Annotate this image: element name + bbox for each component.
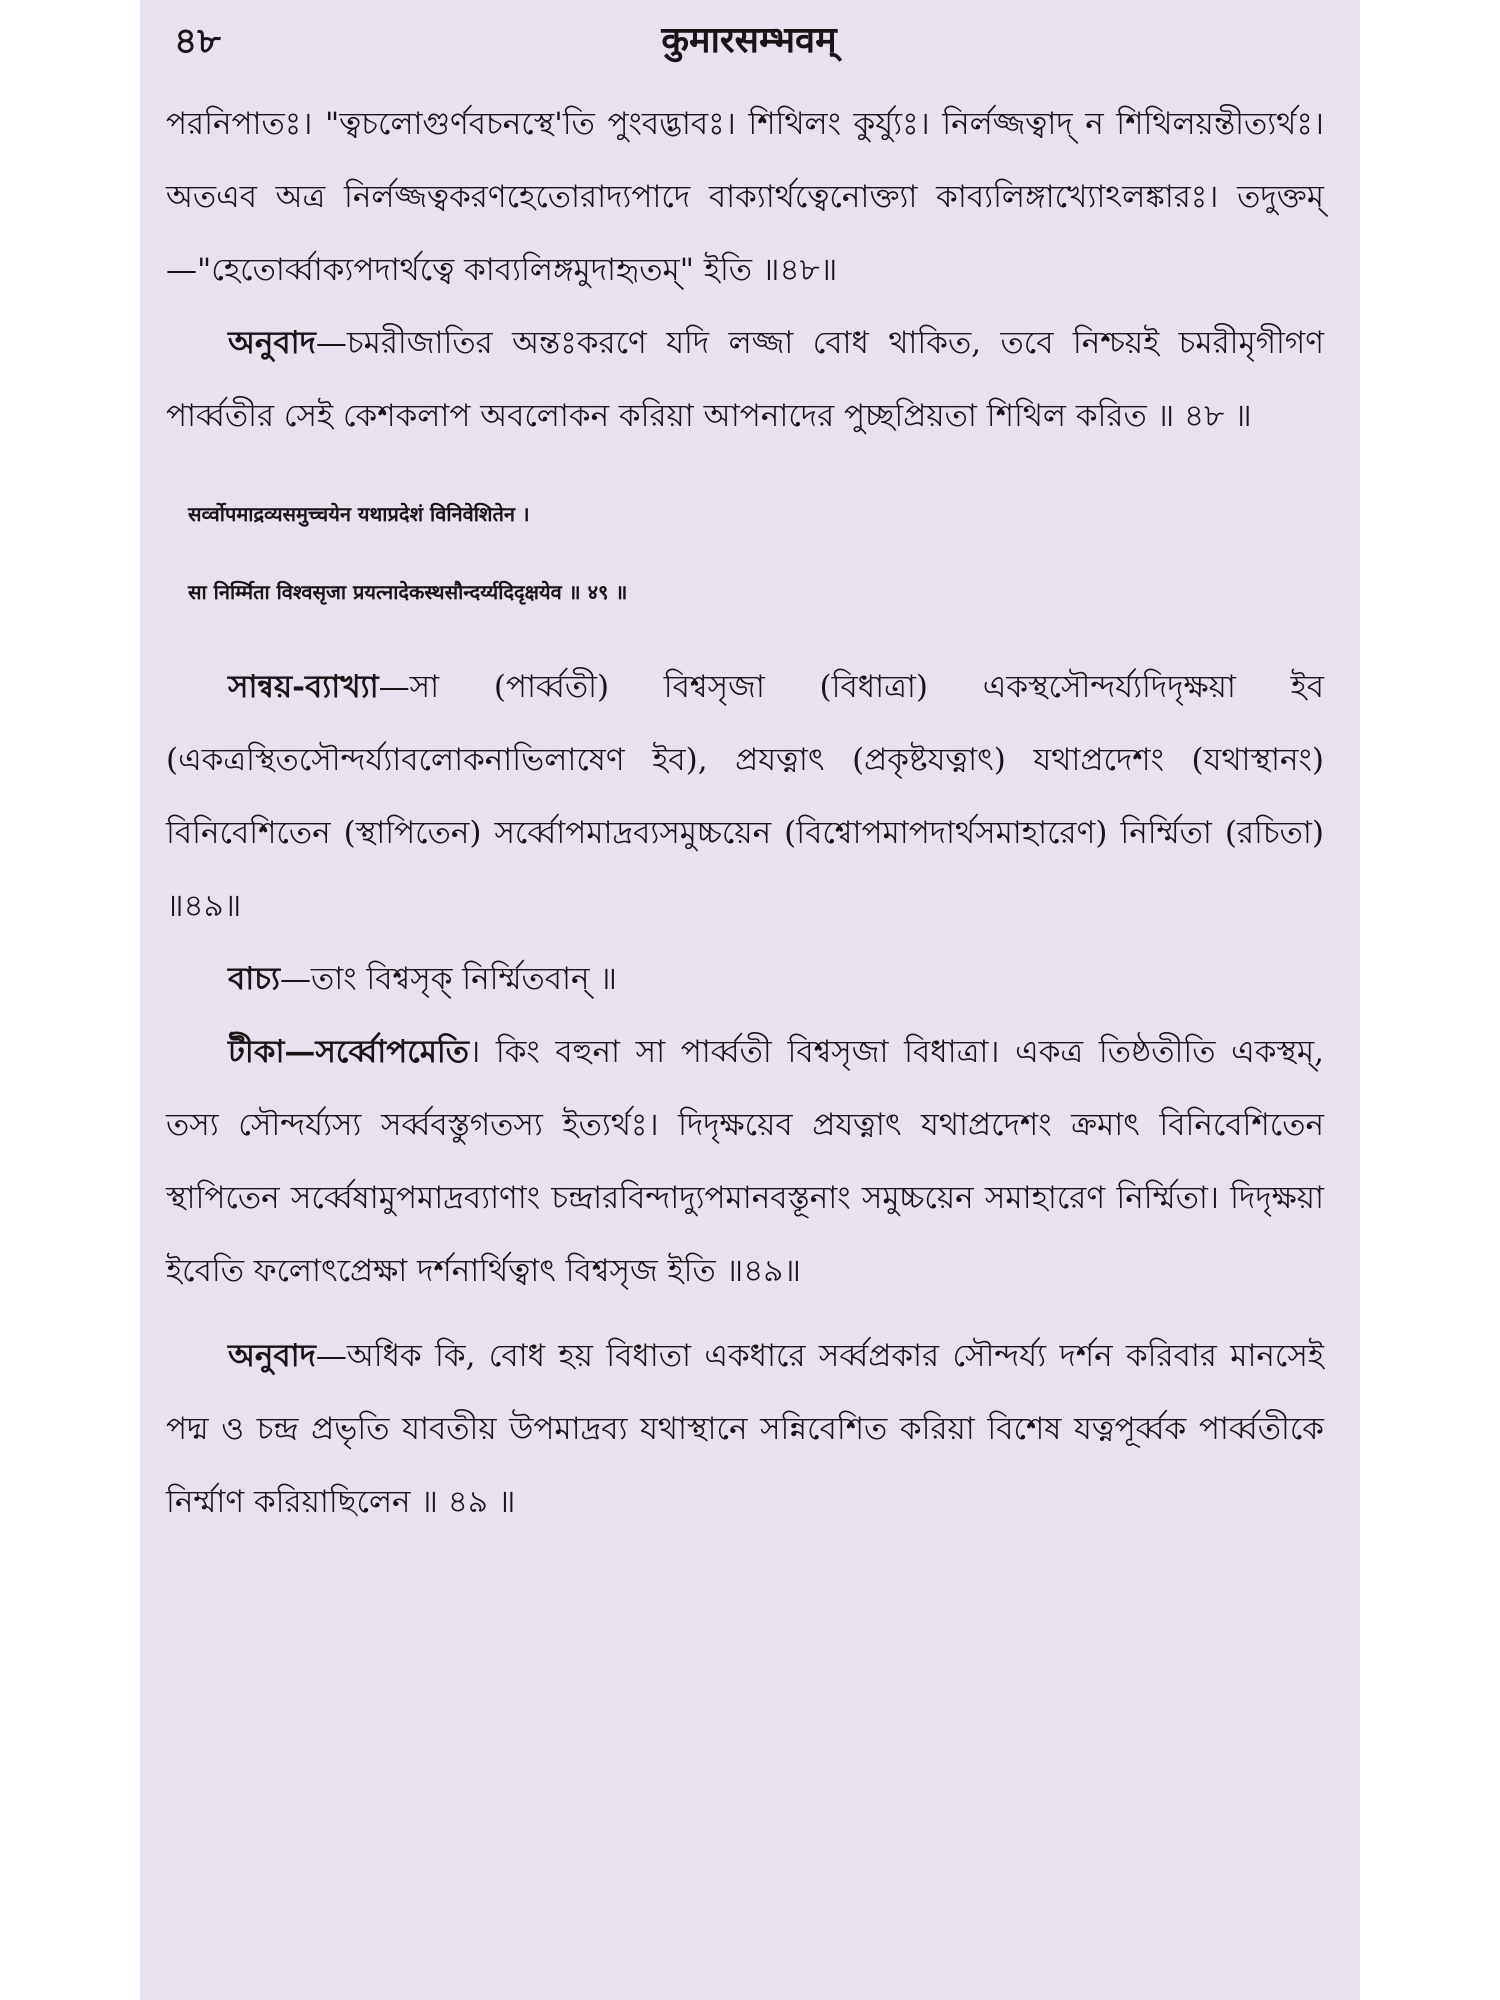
running-title: कुमारसम्भवम् xyxy=(661,19,837,61)
verse-line-1: सर्व्वोपमाद्रव्यसमुच्चयेन यथाप्रदेशं विनिवेशितेन । xyxy=(188,502,530,526)
book-page xyxy=(140,0,1360,2000)
vacya-label: বাচ্য xyxy=(228,961,280,997)
tika-label: টীকা—সর্ব্বোপমেতি xyxy=(228,1034,470,1070)
verse-line-2: सा निर्म्मिता विश्वसृजा प्रयत्नादेकस्थसौन्दर्य्यदिदृक्षयेव ॥ ४९ ॥ xyxy=(188,580,628,604)
vacya-text: —তাং বিশ্বসৃক্ নির্ম্মিতবান্ ॥ xyxy=(279,961,617,997)
anvaya-text: —সা (পার্ব্বতী) বিশ্বসৃজা (বিধাত্রা) একস্থসৌন্দর্য্যদিদৃক্ষয়া ইব (একত্রস্থিতসৌন্দর্য্যাবলোকনাভিলাষেণ ইব), প্রযত্নাৎ (প্রকৃষ্টযত্নাৎ) যথাপ্রদেশং (যথাস্থানং) বিনিবেশিতেন (স্থাপিতেন) সর্ব্বোপমাদ্রব্যসমুচ্চয়েন (বিশ্বোপমাপদার্থসমাহারেণ) নির্ম্মিতা (রচিতা) ॥৪৯॥ xyxy=(166,669,1324,924)
translation-paragraph-48 xyxy=(166,307,1324,453)
page-header xyxy=(174,0,1324,66)
page-number: ৪৮ xyxy=(174,20,221,62)
translation-label: অনুবাদ xyxy=(228,325,316,361)
translation-text: —অধিক কি, বোধ হয় বিধাতা একধারে সর্ব্বপ্রকার সৌন্দর্য্য দর্শন করিবার মানসেই পদ্ম ও চন্দ্র প্রভৃতি যাবতীয় উপমাদ্রব্য যথাস্থানে সন্নিবেশিত করিয়া বিশেষ যত্নপূর্ব্বক পার্ব্বতীকে নির্ম্মাণ করিয়াছিলেন ॥ ৪৯ ॥ xyxy=(166,1338,1324,1520)
commentary-paragraph-48: পরনিপাতঃ। "ত্বচলোগুর্ণবচনস্থে'তি পুংবদ্ভাবঃ। শিথিলং কুর্য্যুঃ। নির্লজ্জত্বাদ্ ন শিথিলয়ন্তীত্যর্থঃ। অতএব অত্র নির্লজ্জত্বকরণহেতোরাদ্যপাদে বাক্যার্থত্বেনোক্ত্যা কাব্যলিঙ্গাখ্যোঽলঙ্কারঃ। তদুক্তম্—"হেতোর্ব্বাক্যপদার্থত্বে কাব্যলিঙ্গমুদাহৃতম্" ইতি ॥৪৮॥ xyxy=(166,106,1324,288)
translation-text: —চমরীজাতির অন্তঃকরণে যদি লজ্জা বোধ থাকিত, তবে নিশ্চয়ই চমরীমৃগীগণ পার্ব্বতীর সেই কেশকলাপ অবলোকন করিয়া আপনাদের পুচ্ছপ্রিয়তা শিথিল করিত ॥ ৪৮ ॥ xyxy=(166,325,1324,434)
page-body xyxy=(166,88,1324,1539)
anvaya-paragraph xyxy=(166,651,1324,943)
tika-text: । কিং বহুনা সা পার্ব্বতী বিশ্বসৃজা বিধাত্রা। একত্র তিষ্ঠতীতি একস্থম্, তস্য সৌন্দর্য্যস্য সর্ব্ববস্তুগতস্য ইত্যর্থঃ। দিদৃক্ষয়েব প্রযত্নাৎ যথাপ্রদেশং ক্রমাৎ বিনিবেশিতেন স্থাপিতেন সর্ব্বেষামুপমাদ্রব্যাণাং চন্দ্রারবিন্দাদ্যুপমানবস্তূনাং সমুচ্চয়েন সমাহারেণ নির্ম্মিতা। দিদৃক্ষয়া ইবেতি ফলোৎপ্রেক্ষা দর্শনার্থিত্বাৎ বিশ্বসৃজ ইতি ॥৪৯॥ xyxy=(166,1034,1324,1289)
tika-paragraph xyxy=(166,1016,1324,1308)
translation-paragraph-49 xyxy=(166,1320,1324,1539)
translation-label: অনুবাদ xyxy=(228,1338,316,1374)
anvaya-label: সান্বয়-ব্যাখ্যা xyxy=(228,669,379,705)
verse-block xyxy=(166,475,1324,631)
vacya-paragraph xyxy=(166,943,1324,1016)
